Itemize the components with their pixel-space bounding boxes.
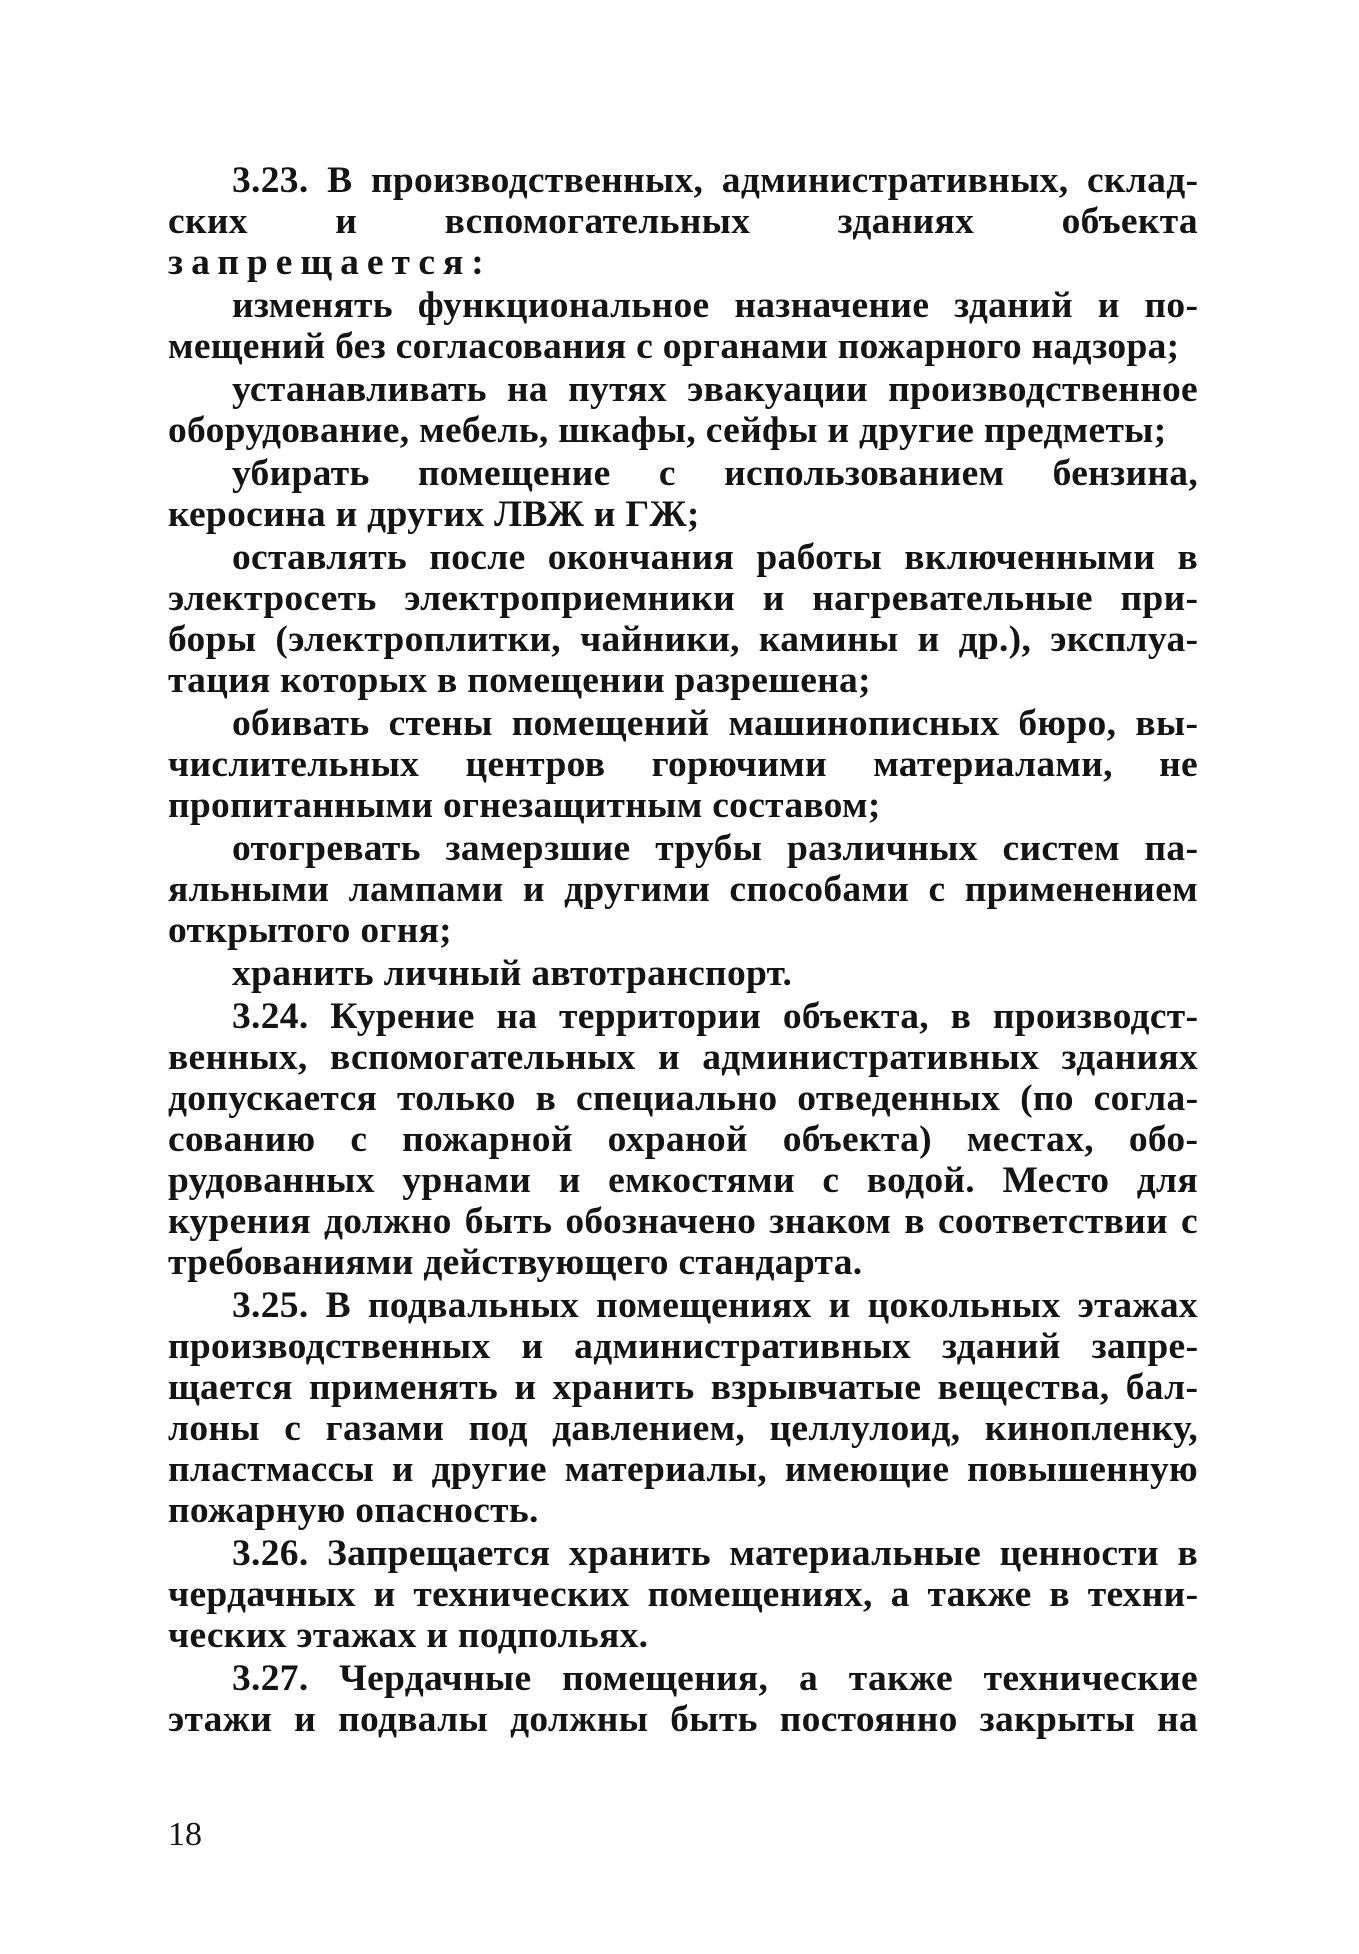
paragraph-3-23 xyxy=(168,160,1198,283)
list-item: устанавливать на путях эвакуации производственное оборудование, мебель, шкафы, сейфы и другие предметы; xyxy=(168,369,1198,451)
paragraph-3-26: 3.26. Запрещается хранить материальные ценности в чердачных и технических помещениях, а также в технических этажах и подпольях. xyxy=(168,1533,1198,1656)
paragraph-3-24: 3.24. Курение на территории объекта, в производственных, вспомогательных и административных зданиях допускается только в специально отведенных (по согласованию с пожарной охраной объекта) местах, оборудованных урнами и емкостями с водой. Место для курения должно быть обозначено знаком в соответствии с требованиями действующего стандарта. xyxy=(168,996,1198,1283)
paragraph-3-23-tail: : xyxy=(471,242,485,283)
paragraph-3-23-spaced-word: запрещается xyxy=(168,242,472,283)
list-item: оставлять после окончания работы включенными в электросеть электроприемники и нагревательные приборы (электроплитки, чайники, камины и др.), эксплуатация которых в помещении разрешена; xyxy=(168,537,1198,701)
paragraph-3-25: 3.25. В подвальных помещениях и цокольных этажах производственных и административных зданий запрещается применять и хранить взрывчатые вещества, баллоны с газами под давлением, целлулоид, кинопленку, пластмассы и другие материалы, имеющие повышенную пожарную опасность. xyxy=(168,1285,1198,1531)
list-item: изменять функциональное назначение зданий и помещений без согласования с органами пожарного надзора; xyxy=(168,285,1198,367)
list-item: хранить личный автотранспорт. xyxy=(232,953,793,994)
list-item: отогревать замерзшие трубы различных систем паяльными лампами и другими способами с применением открытого огня; xyxy=(168,828,1198,951)
paragraph-3-23-lead: 3.23. В производственных, административных, складских и вспомогательных зданиях объекта xyxy=(168,160,1198,242)
paragraph-3-27: 3.27. Чердачные помещения, а также технические этажи и подвалы должны быть постоянно закрыты на xyxy=(168,1658,1198,1740)
list-item: убирать помещение с использованием бензина, керосина и других ЛВЖ и ГЖ; xyxy=(168,453,1198,535)
page-number: 18 xyxy=(168,1816,202,1853)
list-item: обивать стены помещений машинописных бюро, вычислительных центров горючими материалами, не пропитанными огнезащитным составом; xyxy=(168,703,1198,826)
document-body xyxy=(168,160,1198,1742)
